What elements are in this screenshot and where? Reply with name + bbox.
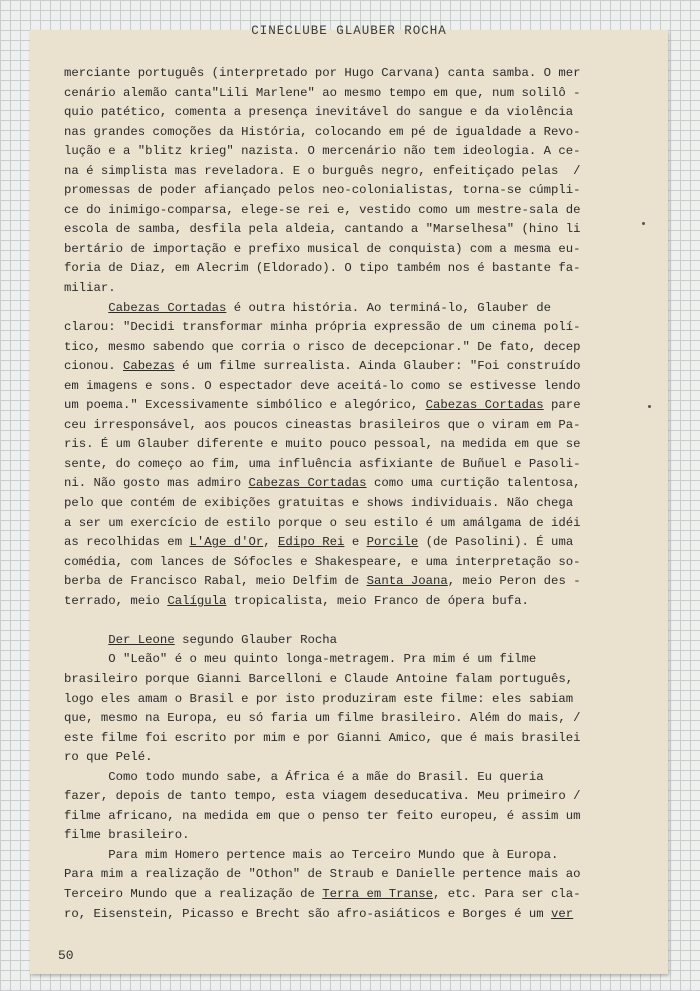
text-line	[64, 611, 636, 631]
text-line	[64, 787, 636, 807]
text-segment: como uma curtição talentosa,	[366, 476, 581, 491]
underlined-title: Der Leone	[108, 632, 175, 647]
text-segment: ceu irresponsável, aos poucos cineastas brasileiros que o viram em Pa-	[64, 417, 581, 432]
text-line	[64, 435, 636, 455]
text-line	[64, 357, 636, 377]
text-line	[64, 240, 636, 260]
text-segment: , meio Peron des -	[447, 574, 581, 589]
text-segment: ro que Pelé.	[64, 750, 153, 765]
text-segment: sente, do começo ao fim, uma influência asfixiante de Buñuel e Pasoli-	[64, 456, 581, 471]
text-line	[64, 396, 636, 416]
text-segment: fazer, depois de tanto tempo, esta viagem deseducativa. Meu primeiro /	[64, 789, 581, 804]
text-segment: tico, mesmo sabendo que corria o risco de decepcionar." De fato, decep	[64, 339, 581, 354]
text-line	[64, 846, 636, 866]
text-line	[64, 181, 636, 201]
text-line	[64, 455, 636, 475]
text-segment	[64, 301, 108, 315]
text-line	[64, 318, 636, 338]
text-segment: este filme foi escrito por mim e por Gianni Amico, que é mais brasilei	[64, 730, 581, 745]
text-line	[64, 377, 636, 397]
text-line	[64, 123, 636, 143]
text-segment: e	[344, 535, 367, 550]
ink-speck	[648, 405, 651, 408]
text-segment: terrado, meio	[64, 593, 168, 608]
text-segment: miliar.	[64, 281, 116, 296]
text-segment: pelo que contém de exibições gratuitas e shows individuais. Não chega	[64, 496, 574, 511]
text-line	[64, 64, 636, 84]
underlined-title: Cabezas Cortadas	[425, 398, 544, 413]
text-segment: é um filme surrealista. Ainda Glauber: "Foi construído	[174, 359, 581, 374]
text-line	[64, 631, 636, 651]
text-segment: foria de Diaz, em Alecrim (Eldorado). O tipo também nos é bastante fa-	[64, 261, 581, 276]
text-line	[64, 416, 636, 436]
text-line	[64, 885, 636, 905]
text-line	[64, 690, 636, 710]
text-line	[64, 201, 636, 221]
page-header: CINECLUBE GLAUBER ROCHA	[251, 24, 447, 38]
text-segment: segundo Glauber Rocha	[174, 632, 338, 647]
text-line	[64, 338, 636, 358]
text-segment: na é simplista mas reveladora. E o burguês negro, enfeitiçado pelas /	[64, 163, 581, 178]
text-segment: lução e a "blitz krieg" nazista. O mercenário não tem ideologia. A ce-	[64, 144, 581, 159]
text-line	[64, 709, 636, 729]
text-segment: O "Leão" é o meu quinto longa-metragem. Pra mim é um filme	[64, 652, 537, 667]
text-segment: ce do inimigo-comparsa, elege-se rei e, vestido como um mestre-sala de	[64, 202, 581, 217]
text-line	[64, 553, 636, 573]
underlined-title: Calígula	[167, 593, 227, 608]
text-segment: brasileiro porque Gianni Barcelloni e Claude Antoine falam português,	[64, 671, 574, 686]
text-segment: pare	[543, 398, 581, 413]
text-segment: em imagens e sons. O espectador deve aceitá-lo como se estivesse lendo	[64, 378, 581, 393]
underlined-title: L'Age d'Or	[189, 535, 264, 550]
text-line	[64, 768, 636, 788]
underlined-title: Cabezas Cortadas	[248, 476, 367, 491]
text-segment: um poema." Excessivamente simbólico e alegórico,	[64, 398, 426, 413]
text-segment: merciante português (interpretado por Hugo Carvana) canta samba. O mer	[64, 66, 581, 80]
text-segment: ro, Eisenstein, Picasso e Brecht são afro-asiáticos e Borges é um	[64, 906, 552, 921]
text-line	[64, 826, 636, 846]
text-segment: clarou: "Decidi transformar minha própria expressão de um cinema polí-	[64, 320, 581, 335]
text-line	[64, 572, 636, 592]
text-segment: promessas de poder afiançado pelos neo-colonialistas, torna-se cúmpli-	[64, 183, 581, 198]
text-line	[64, 905, 636, 925]
text-line	[64, 279, 636, 299]
text-segment: Como todo mundo sabe, a África é a mãe do Brasil. Eu queria	[64, 769, 544, 784]
text-line	[64, 103, 636, 123]
ink-speck	[642, 222, 645, 225]
text-line	[64, 142, 636, 162]
text-segment: que, mesmo na Europa, eu só faria um filme brasileiro. Além do mais, /	[64, 711, 581, 726]
text-segment: logo eles amam o Brasil e por isto produziram este filme: eles sabiam	[64, 691, 574, 706]
text-segment: comédia, com lances de Sófocles e Shakespeare, e uma interpretação so-	[64, 554, 581, 569]
text-segment: a ser um exercício de estilo porque o seu estilo é um amálgama de idéi	[64, 515, 581, 530]
text-segment: filme brasileiro.	[64, 828, 190, 843]
text-line	[64, 162, 636, 182]
text-segment: escola de samba, desfila pela aldeia, cantando a "Marselhesa" (hino li	[64, 222, 581, 237]
text-line	[64, 729, 636, 749]
text-line	[64, 220, 636, 240]
text-segment: tropicalista, meio Franco de ópera bufa.	[226, 593, 529, 608]
text-line	[64, 650, 636, 670]
text-segment: Para mim Homero pertence mais ao Terceiro Mundo que à Europa.	[64, 847, 559, 862]
underlined-title: Porcile	[366, 535, 419, 550]
text-segment: , etc. Para ser cla-	[432, 886, 581, 901]
text-line	[64, 807, 636, 827]
text-line	[64, 84, 636, 104]
underlined-title: Cabezas Cortadas	[108, 300, 227, 315]
text-line	[64, 592, 636, 612]
page-number: 50	[58, 948, 74, 963]
text-segment	[64, 633, 108, 647]
underlined-title: Edipo Rei	[278, 535, 345, 550]
text-segment: ,	[263, 535, 279, 550]
article-body	[64, 64, 636, 924]
text-line	[64, 533, 636, 553]
text-segment: cenário alemão canta"Lili Marlene" ao mesmo tempo em que, num solilô -	[64, 85, 581, 100]
underlined-title: Santa Joana	[366, 574, 448, 589]
text-segment: ris. É um Glauber diferente e muito pouco pessoal, na medida em que se	[64, 437, 581, 452]
text-line	[64, 748, 636, 768]
text-segment: é outra história. Ao terminá-lo, Glauber de	[226, 300, 552, 315]
text-line	[64, 474, 636, 494]
text-segment: berba de Francisco Rabal, meio Delfim de	[64, 574, 367, 589]
text-segment: quio patético, comenta a presença inevitável do sangue e da violência	[64, 105, 574, 120]
text-segment: bertário de importação e prefixo musical de conquista) com a mesma eu-	[64, 241, 581, 256]
underlined-title: ver	[551, 906, 574, 921]
typewritten-page	[30, 24, 668, 974]
text-line	[64, 494, 636, 514]
text-segment: as recolhidas em	[64, 535, 190, 550]
text-segment: cionou.	[64, 359, 124, 374]
text-segment: Para mim a realização de "Othon" de Straub e Danielle pertence mais ao	[64, 867, 581, 882]
text-segment: Terceiro Mundo que a realização de	[64, 886, 323, 901]
text-segment: filme africano, na medida em que o penso ter feito europeu, é assim um	[64, 808, 581, 823]
text-line	[64, 514, 636, 534]
text-segment: (de Pasolini). É uma	[418, 535, 574, 550]
underlined-title: Cabezas	[123, 359, 175, 374]
text-line	[64, 670, 636, 690]
text-line	[64, 299, 636, 319]
text-line	[64, 865, 636, 885]
text-line	[64, 259, 636, 279]
text-segment: ni. Não gosto mas admiro	[64, 476, 249, 491]
underlined-title: Terra em Transe	[322, 886, 433, 901]
text-segment: nas grandes comoções da História, colocando em pé de igualdade a Revo-	[64, 124, 581, 139]
